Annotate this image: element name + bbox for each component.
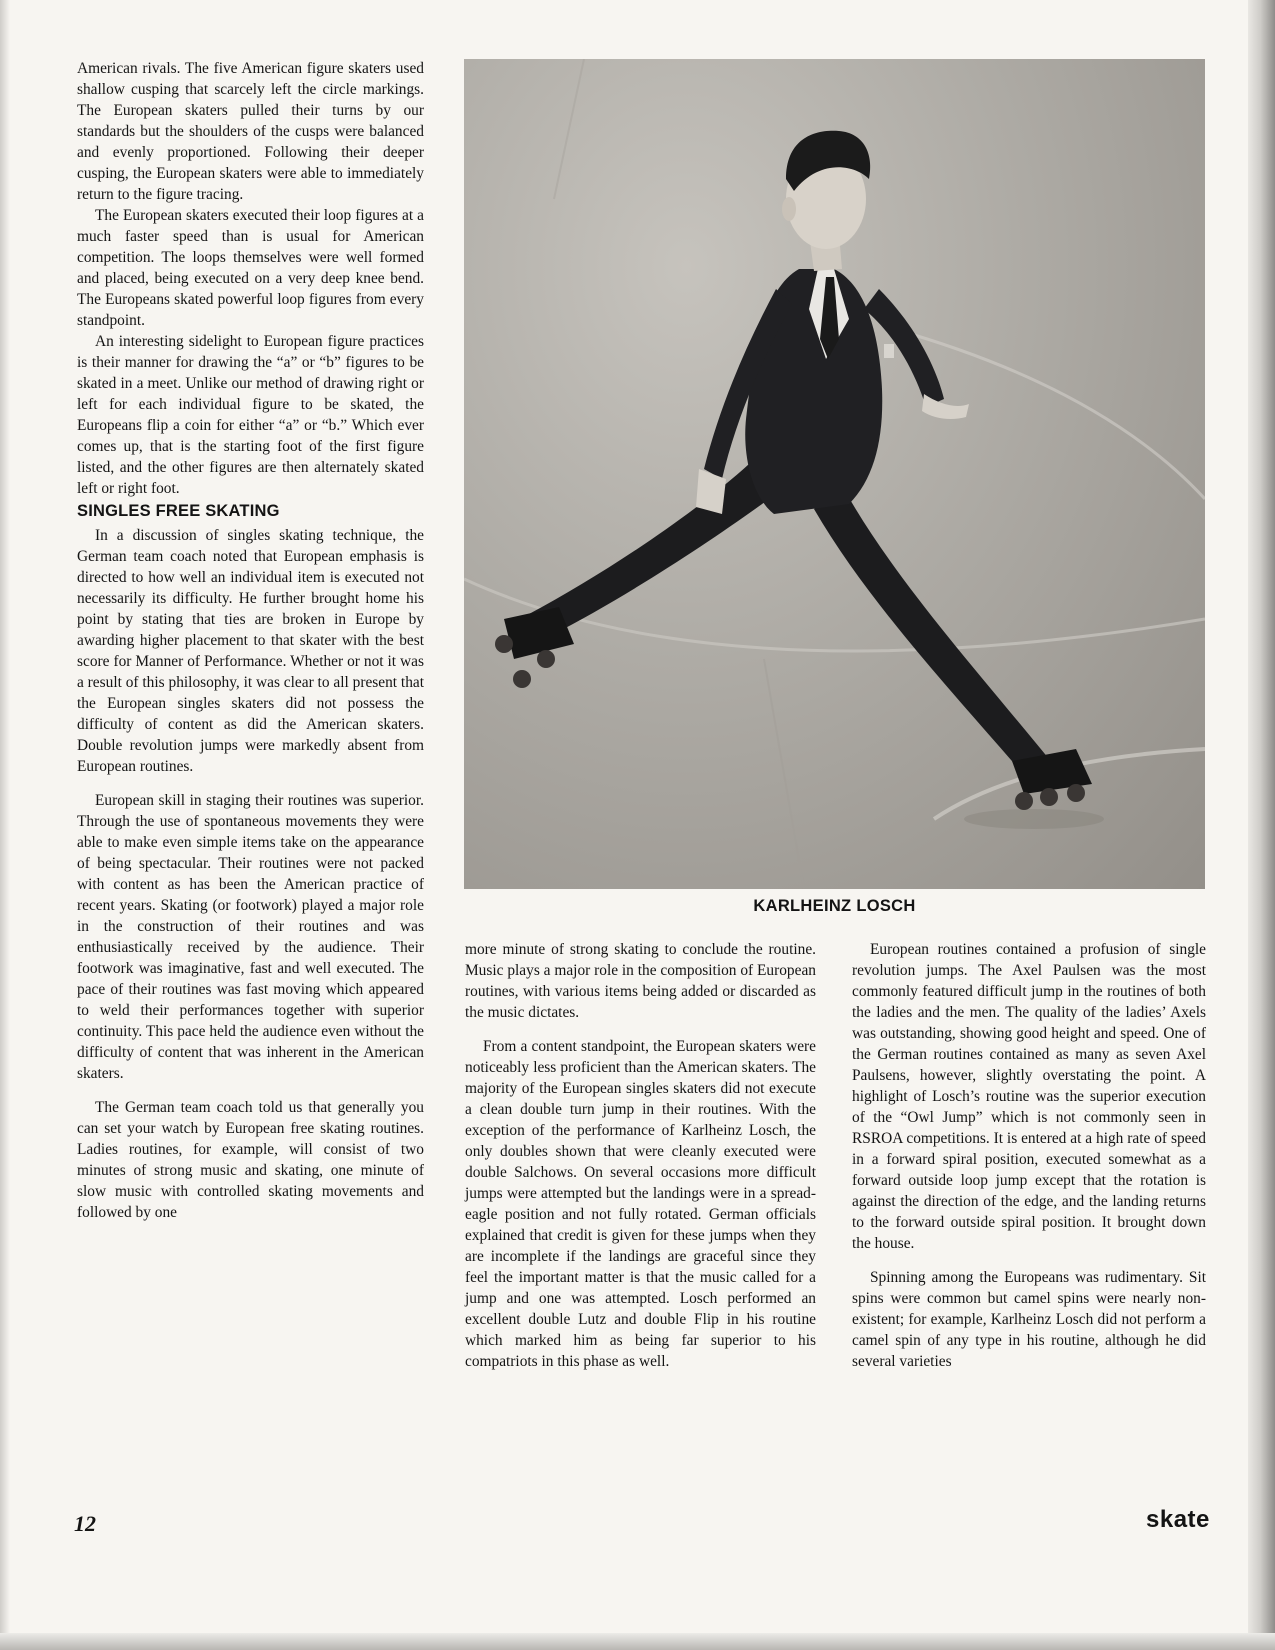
photo-caption: KARLHEINZ LOSCH: [753, 897, 916, 915]
skater-photo: [464, 59, 1205, 889]
skater-illustration: [464, 59, 1205, 889]
paragraph: The German team coach told us that generally you can set your watch by European free skating routines. Ladies routines, for example, will consist of two minutes of strong music and skating, one minute of slow music with controlled skating movements and followed by one: [77, 1099, 424, 1221]
paragraph: American rivals. The five American figure skaters used shallow cusping that scarcely left the circle markings. The European skaters pulled their turns by our standards but the shoulders of the cusps were balanced and evenly proportioned. Following their deeper cusping, the European skaters were able to immediately return to the figure tracing.: [77, 60, 424, 203]
middle-column: [465, 939, 816, 1372]
left-column: [77, 58, 424, 1223]
magazine-name: skate: [1146, 1506, 1210, 1533]
paragraph: An interesting sidelight to European figure practices is their manner for drawing the “a” or “b” figures to be skated in a meet. Unlike our method of drawing right or left for each individual figure to be skated, the Europeans flip a coin for either “a” or “b.” Which ever comes up, that is the starting foot of the first figure listed, and the other figures are then alternately skated left or right foot.: [77, 333, 424, 497]
scan-edge-left: [0, 0, 10, 1650]
paragraph: European skill in staging their routines was superior. Through the use of spontaneous movements they were able to make even simple items take on the appearance of being spectacular. Their routines were not packed with content as has been the American practice of recent years. Skating (or footwork) played a major role in the construction of their routines and was enthusiastically received by the audience. Their footwork was imaginative, fast and well executed. The pace of their routines was fast moving which appeared to weld their performances together with superior continuity. This pace held the audience even without the difficulty of content that was inherent in the American skaters.: [77, 792, 424, 1082]
paragraph: European routines contained a profusion of single revolution jumps. The Axel Paulsen was the most commonly featured difficult jump in the routines of both the ladies and the men. The quality of the ladies’ Axels was outstanding, showing good height and speed. One of the German routines contained as many as seven Axel Paulsens, however, slightly overstating the point. A highlight of Losch’s routine was the superior execution of the “Owl Jump” which is not commonly seen in RSROA competitions. It is entered at a high rate of speed in a forward spiral position, executed somewhat as a forward outside loop jump except that the rotation is against the direction of the edge, and the landing returns to the forward outside spiral position. It brought down the house.: [852, 941, 1206, 1252]
scan-edge-bottom: [0, 1633, 1275, 1650]
scan-edge-right: [1248, 0, 1275, 1650]
paragraph: From a content standpoint, the European skaters were noticeably less proficient than the American skaters. The majority of the European singles skaters did not execute a clean double turn jump in their routines. With the exception of the performance of Karlheinz Losch, the only doubles shown that were cleanly executed were double Salchows. On several occasions more difficult jumps were attempted but the landings were in a spread-eagle position and not fully rotated. German officials explained that credit is given for these jumps when they are incomplete if the landings are graceful since they feel the important matter is that the music called for a jump and one was attempted. Losch performed an excellent double Lutz and double Flip in his routine which marked him as being far superior to his compatriots in this phase as well.: [465, 1038, 816, 1370]
paragraph: more minute of strong skating to conclude the routine. Music plays a major role in the composition of European routines, with various items being added or discarded as the music dictates.: [465, 941, 816, 1021]
page-number: 12: [74, 1511, 96, 1536]
right-column: [852, 939, 1206, 1372]
paragraph: The European skaters executed their loop figures at a much faster speed than is usual for American competition. The loops themselves were well formed and placed, being executed on a very deep knee bend. The Europeans skated powerful loop figures from every standpoint.: [77, 207, 424, 329]
paragraph: Spinning among the Europeans was rudimentary. Sit spins were common but camel spins were nearly non-existent; for example, Karlheinz Losch did not perform a camel spin of any type in his routine, although he did several varieties: [852, 1269, 1206, 1370]
section-heading: SINGLES FREE SKATING: [77, 502, 280, 520]
paragraph: In a discussion of singles skating technique, the German team coach noted that European emphasis is directed to how well an individual item is executed not necessarily its difficulty. He further brought home his point by stating that ties are broken in Europe by awarding higher placement to that skater with the best score for Manner of Performance. Whether or not it was a result of this philosophy, it was clear to all present that the European singles skaters did not possess the difficulty of content as did the American skaters. Double revolution jumps were markedly absent from European routines.: [77, 527, 424, 775]
